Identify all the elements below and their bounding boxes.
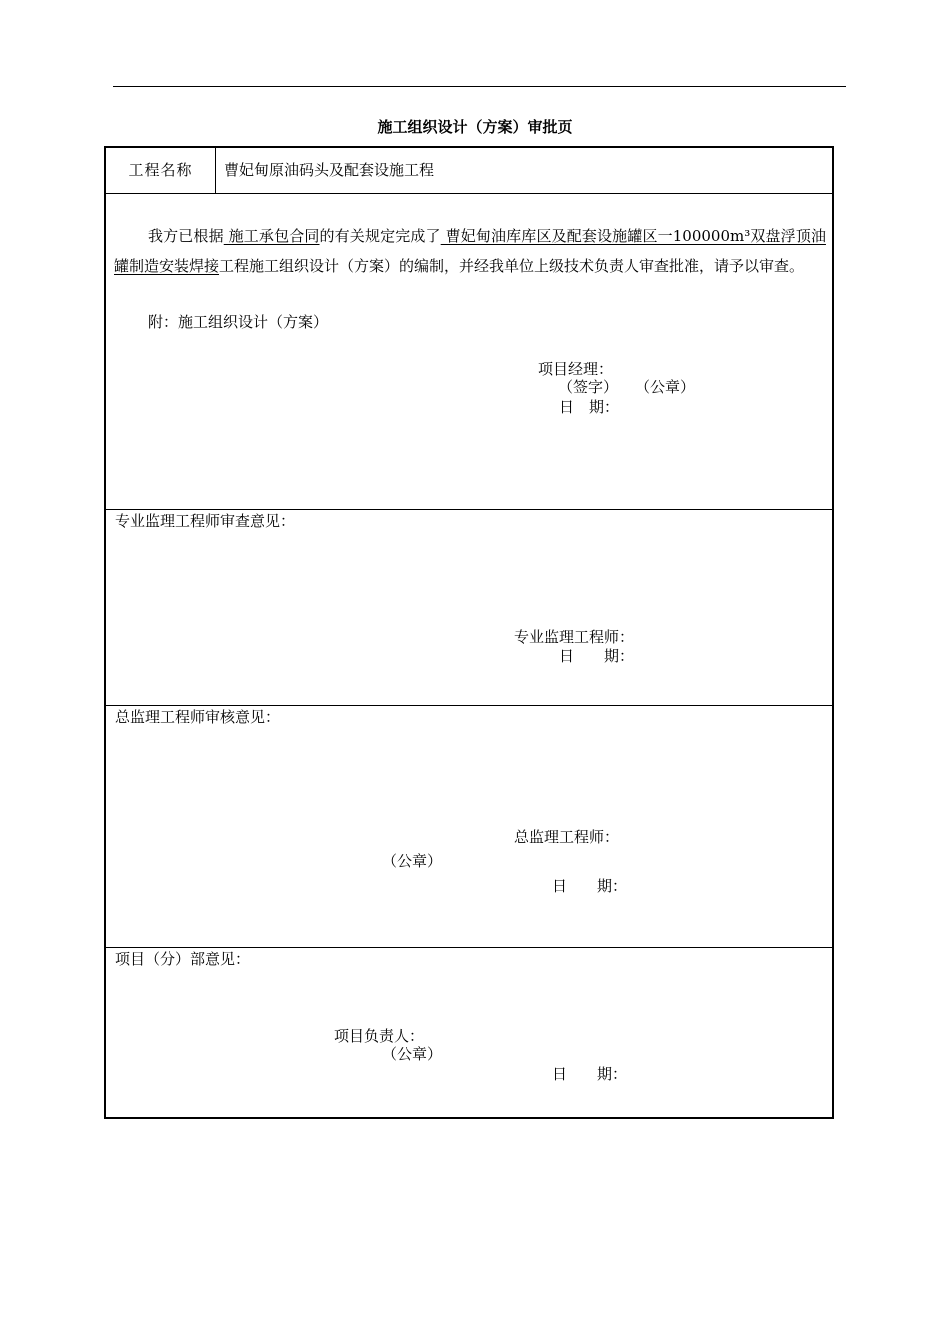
header-rule: [113, 86, 846, 87]
para-mid: 的有关规定完成了: [319, 227, 441, 245]
attachment-note: 附：施工组织设计（方案）: [148, 313, 329, 331]
chief-section: [106, 706, 832, 948]
page-title: 施工组织设计（方案）审批页: [377, 118, 573, 136]
chief-seal-label: （公章）: [382, 852, 443, 870]
para-prefix: 我方已根据: [148, 227, 224, 245]
work-item: 曹妃甸油库库区及配套设施罐区一100000m³双盘浮顶油罐制造安装焊接: [114, 227, 826, 275]
para-suffix: 工程施工组织设计（方案）的编制，并经我单位上级技术负责人审查批准，请予以审查。: [219, 256, 805, 275]
contractor-seal-label: （公章）: [635, 378, 696, 396]
dept-seal-label: （公章）: [382, 1045, 443, 1063]
dept-opinion-label: 项目（分）部意见：: [115, 950, 251, 968]
dept-section: [106, 948, 832, 1117]
specialist-signer-label: 专业监理工程师：: [514, 628, 635, 646]
submission-statement: [114, 222, 826, 281]
contractor-section: [106, 194, 832, 510]
specialist-date-label: 日 期：: [559, 647, 635, 665]
contractor-date-label: 日 期：: [559, 398, 620, 416]
project-name-label: 工程名称: [106, 148, 216, 193]
approval-form: [104, 146, 834, 1119]
chief-date-label: 日 期：: [552, 877, 628, 895]
project-name-value: 曹妃甸原油码头及配套设施工程: [224, 161, 435, 179]
specialist-section: [106, 510, 832, 706]
project-manager-label: 项目经理：: [538, 360, 614, 378]
dept-signer-label: 项目负责人：: [334, 1027, 425, 1045]
chief-opinion-label: 总监理工程师审核意见：: [115, 708, 281, 726]
contract-basis: 施工承包合同: [223, 227, 320, 245]
project-name-row: [106, 148, 832, 194]
chief-signer-label: 总监理工程师：: [514, 828, 620, 846]
dept-date-label: 日 期：: [552, 1065, 628, 1083]
specialist-opinion-label: 专业监理工程师审查意见：: [115, 512, 296, 530]
signature-label: （签字）: [558, 378, 619, 396]
